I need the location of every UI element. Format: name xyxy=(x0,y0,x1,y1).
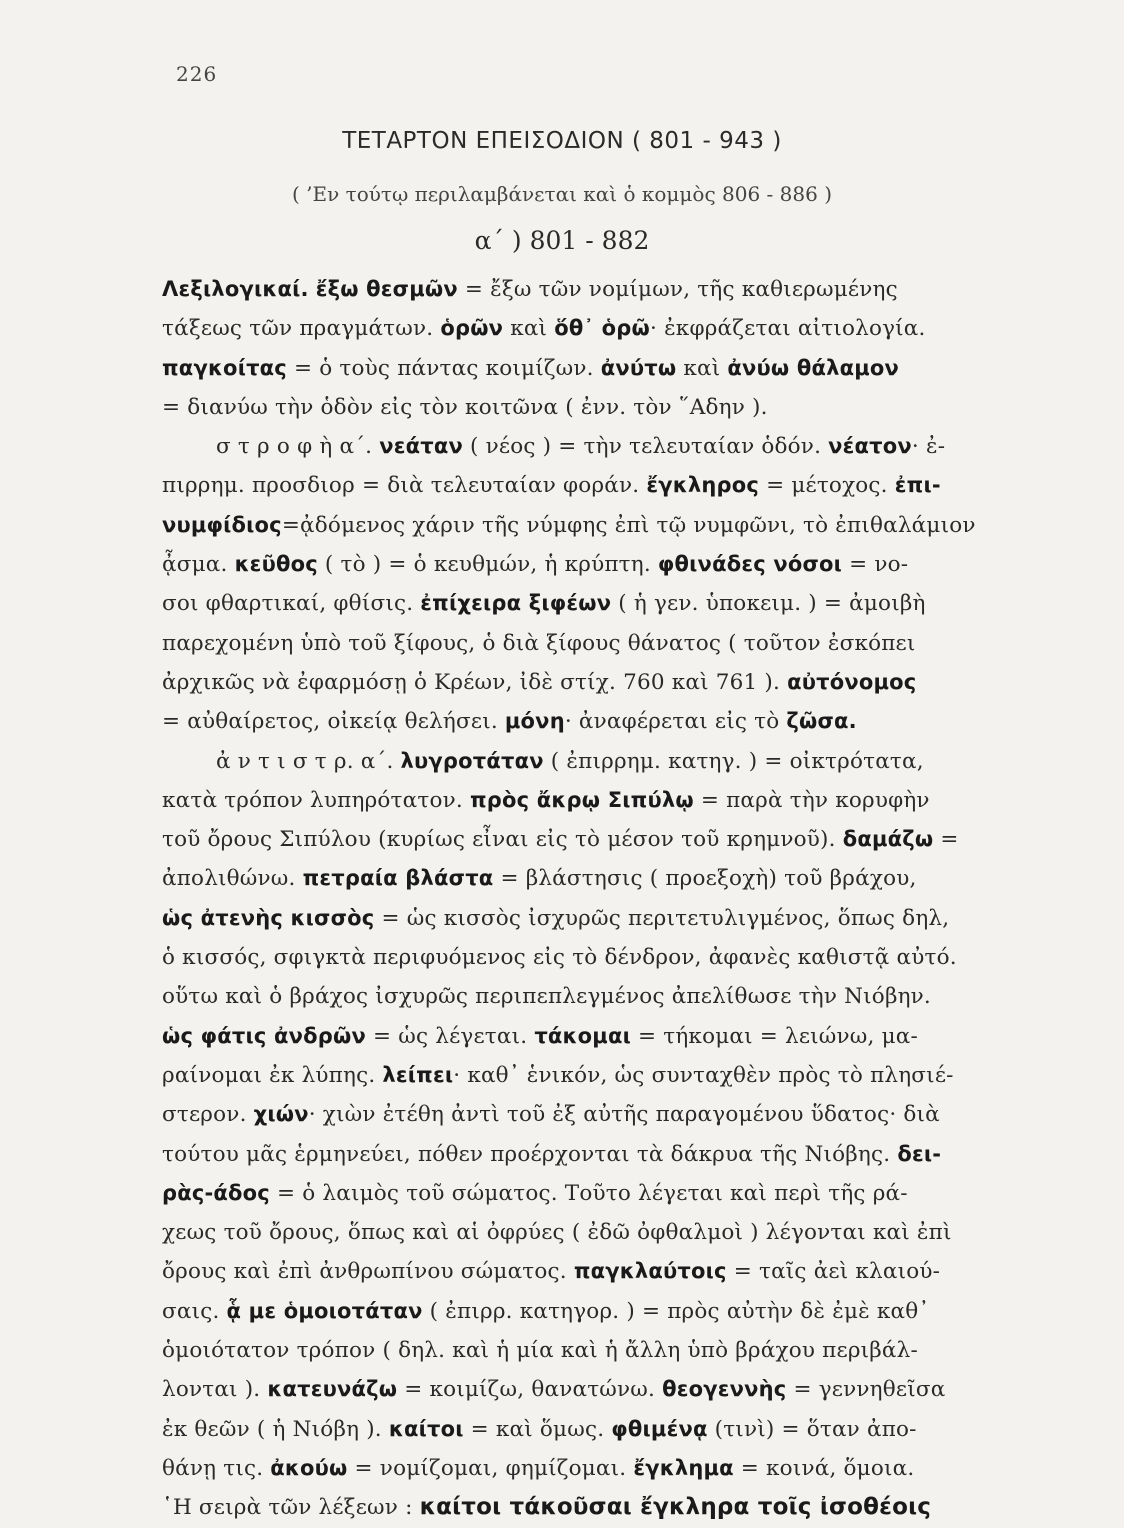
gloss-text xyxy=(309,277,316,302)
lemma-term: ὡς φάτις ἀνδρῶν xyxy=(162,1023,366,1048)
gloss-text: = ταῖς ἀεὶ κλαιού- xyxy=(726,1259,941,1285)
lemma-term: ἀνύω θάλαμον xyxy=(727,355,900,380)
gloss-text: = ὁ λαιμὸς τοῦ σώματος. Τοῦτο λέγεται καὶ περὶ τῆς ρά- xyxy=(269,1180,908,1206)
lemma-term: τάκομαι xyxy=(534,1023,631,1048)
gloss-text: κατὰ τρόπον λυπηρότατον. xyxy=(162,787,470,813)
gloss-text: ὁμοιότατον τρόπον ( δηλ. καὶ ἡ μία καὶ ἡ ἄλλη ὑπὸ βράχου περιβάλ- xyxy=(162,1338,918,1364)
text-line xyxy=(162,1095,1022,1134)
lemma-term: αὐτόνομος xyxy=(787,669,917,694)
lemma-term: κεῦθος xyxy=(234,552,318,577)
gloss-text: ἀπολιθώνω. xyxy=(162,866,303,892)
gloss-text: = παρὰ τὴν κορυφὴν xyxy=(693,787,930,813)
gloss-text: πιρρημ. προσδιορ = διὰ τελευταίαν φοράν. xyxy=(162,473,647,499)
page-number: 226 xyxy=(176,62,218,86)
text-line xyxy=(162,466,1022,505)
gloss-text: = ὁ τοὺς πάντας κοιμίζων. xyxy=(286,355,601,381)
text-line xyxy=(162,270,1022,309)
lemma-term: ἐπίχειρα ξιφέων xyxy=(420,591,612,616)
chapter-subtitle: ( ’Εν τούτῳ περιλαμβάνεται καὶ ὁ κομμὸς 806 - 886 ) xyxy=(292,182,832,206)
gloss-text: = μέτοχος. xyxy=(759,473,895,499)
lemma-term: ἀκούω xyxy=(270,1455,348,1480)
gloss-text: ( ἡ γεν. ὑποκειμ. ) = ἀμοιβὴ xyxy=(611,591,926,617)
text-line xyxy=(162,427,1022,466)
text-line xyxy=(162,1135,1022,1174)
chapter-title: ΤΕΤΑΡΤΟΝ ΕΠΕΙΣΟΔΙΟΝ ( 801 - 943 ) xyxy=(342,128,782,154)
text-line xyxy=(162,1213,1022,1252)
text-line xyxy=(162,1017,1022,1056)
lemma-term: πετραία βλάστα xyxy=(302,866,494,891)
lemma-term: νυμφίδιος xyxy=(162,512,282,537)
gloss-text: · ἐκφράζεται αἰτιολογία. xyxy=(650,316,926,342)
lemma-term: παγκοίτας xyxy=(162,355,287,380)
lemma-term: ζῶσα. xyxy=(786,709,857,734)
lemma-term: χιών xyxy=(253,1102,309,1127)
gloss-text: ἀ ν τ ι σ τ ρ. α΄. xyxy=(216,748,401,774)
gloss-text: τοῦ ὄρους Σιπύλου (κυρίως εἶναι εἰς τὸ μέσον τοῦ κρημνοῦ). xyxy=(162,827,843,853)
gloss-text: καὶ xyxy=(503,316,555,342)
gloss-text: = αὐθαίρετος, οἰκείᾳ θελήσει. xyxy=(162,709,505,735)
text-line xyxy=(162,702,1022,741)
lemma-term: κατευνάζω xyxy=(267,1377,398,1402)
lemma-term: ἐπι- xyxy=(894,473,941,498)
gloss-text: ὄρους καὶ ἐπὶ ἀνθρωπίνου σώματος. xyxy=(162,1259,574,1285)
gloss-text: ( τὸ ) = ὁ κευθμών, ἡ κρύπτη. xyxy=(317,552,658,578)
lemma-term: ἀνύτω xyxy=(600,355,677,380)
gloss-text: ( ἐπιρρημ. κατηγ. ) = οἰκτρότατα, xyxy=(543,748,924,774)
text-line xyxy=(162,388,1022,427)
gloss-text: = διανύω τὴν ὁδὸν εἰς τὸν κοιτῶνα ( ἐνν. τὸν ῞Αδην ). xyxy=(162,394,768,420)
text-line xyxy=(162,742,1022,781)
gloss-text: = νο- xyxy=(842,552,909,578)
lemma-term: λυγροτάταν xyxy=(400,748,544,773)
gloss-text: σ τ ρ ο φ ὴ α΄. xyxy=(216,434,380,460)
gloss-text: (τινὶ) = ὅταν ἀπο- xyxy=(707,1416,917,1442)
lemma-term: ἔγκληρος xyxy=(646,473,760,498)
lemma-term: Λεξιλογικαί. xyxy=(162,277,309,301)
lemma-term: πρὸς ἄκρῳ Σιπύλῳ xyxy=(469,787,694,812)
lemma-term: καίτοι τάκοῦσαι ἔγκληρα τοῖς ἰσοθέοις xyxy=(419,1494,932,1521)
gloss-text: = ὡς λέγεται. xyxy=(365,1023,535,1049)
text-line xyxy=(162,1252,1022,1291)
lemma-term: ᾇ με ὁμοιοτάταν xyxy=(226,1298,423,1323)
lemma-term: ρὰς-άδος xyxy=(162,1180,270,1205)
gloss-text: τάξεως τῶν πραγμάτων. xyxy=(162,316,441,342)
text-line xyxy=(162,1370,1022,1409)
gloss-text: = τήκομαι = λειώνω, μα- xyxy=(630,1023,918,1049)
gloss-text: ῾Η σειρὰ τῶν λέξεων : xyxy=(162,1495,420,1521)
text-line xyxy=(162,899,1022,938)
lemma-term: ὡς ἀτενὴς κισσὸς xyxy=(162,905,375,930)
text-line xyxy=(162,349,1022,388)
text-line xyxy=(162,663,1022,702)
text-line xyxy=(162,584,1022,623)
gloss-text: ᾆσμα. xyxy=(162,552,235,578)
gloss-text: στερον. xyxy=(162,1102,254,1128)
gloss-text: = κοινά, ὅμοια. xyxy=(733,1455,915,1481)
gloss-text: · χιὼν ἐτέθη ἀντὶ τοῦ ἐξ αὐτῆς παραγομένου ὕδατος· διὰ xyxy=(308,1102,940,1128)
text-line xyxy=(162,1449,1022,1488)
gloss-text: ὁ κισσός, σφιγκτὰ περιφυόμενος εἰς τὸ δένδρον, ἀφανὲς καθιστᾷ αὐτό. xyxy=(162,945,957,971)
lemma-term: θεογεννὴς xyxy=(662,1377,787,1402)
gloss-text: = xyxy=(933,827,959,853)
gloss-text: ἐκ θεῶν ( ἡ Νιόβη ). xyxy=(162,1416,389,1442)
gloss-text: λονται ). xyxy=(162,1377,268,1403)
text-line xyxy=(162,859,1022,898)
gloss-text: · ἐ- xyxy=(911,434,946,460)
gloss-text: = γεννηθεῖσα xyxy=(786,1377,946,1403)
lemma-term: φθιμένᾳ xyxy=(611,1416,708,1441)
gloss-text: σαις. xyxy=(162,1298,227,1324)
lemma-term: νεάταν xyxy=(379,434,463,459)
lemma-term: ὁρῶν xyxy=(440,316,504,341)
text-line xyxy=(162,977,1022,1016)
body-text xyxy=(162,270,1022,1528)
text-line xyxy=(162,506,1022,545)
lemma-term: παγκλαύτοις xyxy=(573,1259,727,1284)
gloss-text: οὕτω καὶ ὁ βράχος ἰσχυρῶς περιπεπλεγμένος ἀπελίθωσε τὴν Νιόβην. xyxy=(162,984,931,1010)
lemma-term: δει- xyxy=(897,1141,942,1166)
gloss-text: θάνῃ τις. xyxy=(162,1455,271,1481)
lemma-term: ἔξω θεσμῶν xyxy=(315,277,458,301)
gloss-text: = ἔξω τῶν νομίμων, τῆς καθιερωμένης xyxy=(457,277,898,302)
lemma-term: ὅθ᾽ ὁρῶ xyxy=(554,316,650,341)
text-line xyxy=(162,820,1022,859)
lemma-term: λείπει xyxy=(382,1062,454,1087)
text-line xyxy=(162,1292,1022,1331)
text-line xyxy=(162,1331,1022,1370)
text-line xyxy=(162,938,1022,977)
text-line xyxy=(162,1174,1022,1213)
text-line xyxy=(162,309,1022,348)
text-line xyxy=(162,1056,1022,1095)
section-label: α΄ ) 801 - 882 xyxy=(474,226,650,255)
gloss-text: = βλάστησις ( προεξοχὴ) τοῦ βράχου, xyxy=(493,866,917,892)
gloss-text: · ἀναφέρεται εἰς τὸ xyxy=(564,709,787,735)
gloss-text: = κοιμίζω, θανατώνω. xyxy=(397,1377,663,1403)
gloss-text: τούτου μᾶς ἑρμηνεύει, πόθεν προέρχονται τὰ δάκρυα τῆς Νιόβης. xyxy=(162,1141,898,1167)
gloss-text: ( ἐπιρρ. κατηγορ. ) = πρὸς αὐτὴν δὲ ἐμὲ καθ᾽ xyxy=(422,1298,930,1324)
text-line xyxy=(162,1488,1022,1527)
gloss-text: =ᾀδόμενος χάριν τῆς νύμφης ἐπὶ τῷ νυμφῶνι, τὸ ἐπιθαλάμιον xyxy=(281,512,976,538)
gloss-text: ( νέος ) = τὴν τελευταίαν ὁδόν. xyxy=(463,434,829,460)
gloss-text: παρεχομένη ὑπὸ τοῦ ξίφους, ὁ διὰ ξίφους θάνατος ( τοῦτον ἐσκόπει xyxy=(162,630,916,656)
text-line xyxy=(162,545,1022,584)
lemma-term: νέατον xyxy=(828,434,912,459)
gloss-text: = νομίζομαι, φημίζομαι. xyxy=(347,1455,634,1481)
text-line xyxy=(162,1410,1022,1449)
gloss-text: · καθ᾽ ἑνικόν, ὡς συνταχθὲν πρὸς τὸ πλησιέ- xyxy=(453,1062,954,1088)
gloss-text: καὶ xyxy=(676,355,728,381)
gloss-text: = καὶ ὅμως. xyxy=(463,1416,612,1442)
lemma-term: καίτοι xyxy=(388,1416,464,1441)
lemma-term: φθινάδες νόσοι xyxy=(657,552,843,577)
gloss-text: σοι φθαρτικαί, φθίσις. xyxy=(162,591,421,617)
text-line xyxy=(162,781,1022,820)
lemma-term: μόνη xyxy=(504,709,565,734)
lemma-term: δαμάζω xyxy=(842,827,934,852)
gloss-text: ραίνομαι ἐκ λύπης. xyxy=(162,1062,383,1088)
gloss-text: = ὡς κισσὸς ἰσχυρῶς περιτετυλιγμένος, ὅπως δηλ, xyxy=(374,905,950,931)
gloss-text: χεως τοῦ ὄρους, ὅπως καὶ αἱ ὀφρύες ( ἐδῶ ὀφθαλμοὶ ) λέγονται καὶ ἐπὶ xyxy=(162,1220,952,1246)
lemma-term: ἔγκλημα xyxy=(633,1455,734,1480)
gloss-text: ἀρχικῶς νὰ ἐφαρμόσῃ ὁ Κρέων, ἰδὲ στίχ. 760 καὶ 761 ). xyxy=(162,669,788,695)
text-line xyxy=(162,624,1022,663)
